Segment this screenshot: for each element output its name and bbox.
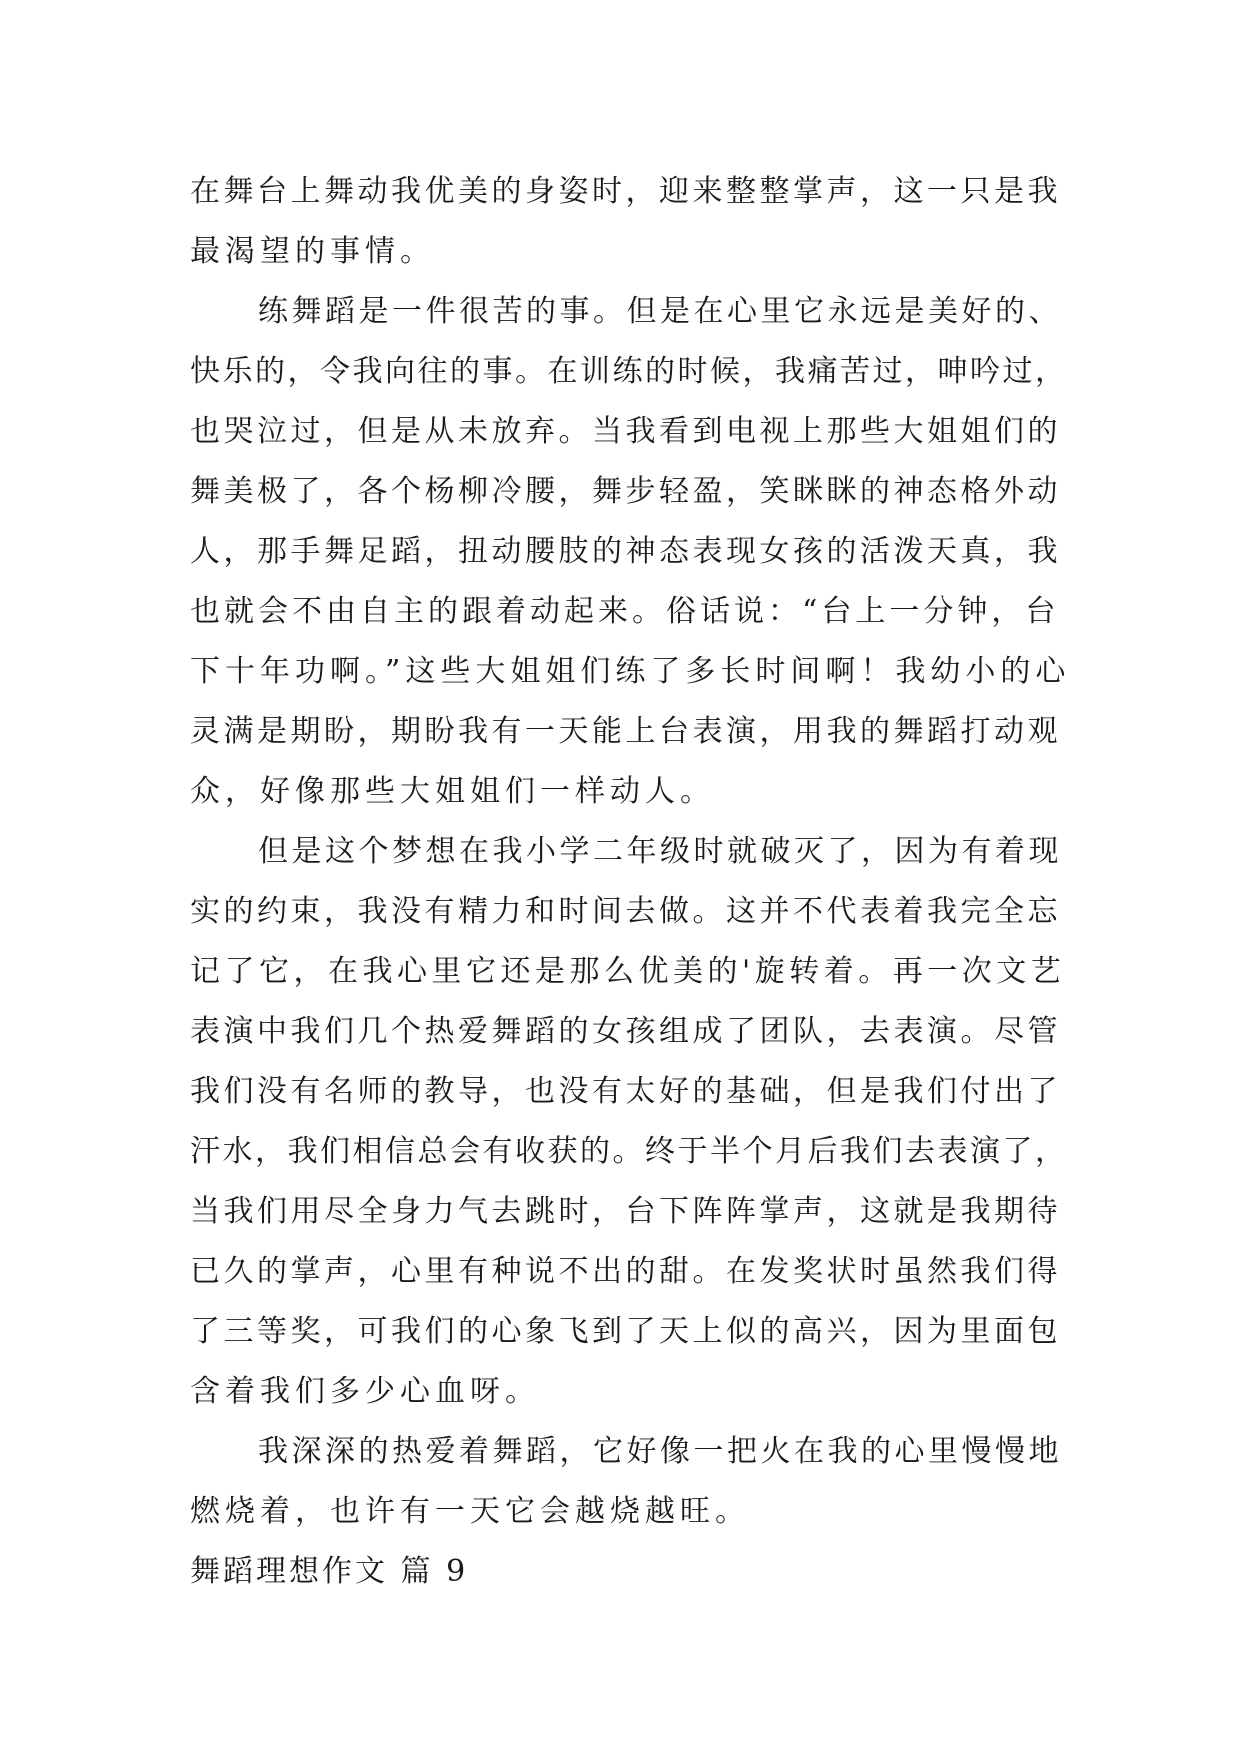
text-line: 已久的掌声，心里有种说不出的甜。在发奖状时虽然我们得	[190, 1254, 1061, 1289]
text-line: 当我们用尽全身力气去跳时，台下阵阵掌声，这就是我期待	[190, 1194, 1061, 1229]
text-line: 灵满是期盼，期盼我有一天能上台表演，用我的舞蹈打动观	[190, 714, 1061, 749]
text-line: 人，那手舞足蹈，扭动腰肢的神态表现女孩的活泼天真，我	[190, 534, 1061, 569]
text-line: 含着我们多少心血呀。	[190, 1374, 540, 1409]
text-line: 也哭泣过，但是从未放弃。当我看到电视上那些大姐姐们的	[190, 414, 1061, 449]
text-line: 汗水，我们相信总会有收获的。终于半个月后我们去表演了，	[190, 1134, 1068, 1169]
text-line: 实的约束，我没有精力和时间去做。这并不代表着我完全忘	[190, 894, 1061, 929]
text-line: 下十年功啊。”这些大姐姐们练了多长时间啊！我幼小的心	[190, 654, 1071, 689]
text-line: 也就会不由自主的跟着动起来。俗话说：“台上一分钟，台	[190, 594, 1060, 629]
paragraph-first-line: 我深深的热爱着舞蹈，它好像一把火在我的心里慢慢地	[258, 1434, 1062, 1469]
text-line: 记了它，在我心里它还是那么优美的'旋转着。再一次文艺	[190, 954, 1066, 989]
section-heading: 舞蹈理想作文 篇 9	[190, 1554, 469, 1589]
document-body	[190, 162, 1070, 1602]
text-line: 在舞台上舞动我优美的身姿时，迎来整整掌声，这一只是我	[190, 174, 1061, 209]
text-line: 舞美极了，各个杨柳冷腰，舞步轻盈，笑眯眯的神态格外动	[190, 474, 1061, 509]
text-line: 了三等奖，可我们的心象飞到了天上似的高兴，因为里面包	[190, 1314, 1061, 1349]
paragraph-first-line: 但是这个梦想在我小学二年级时就破灭了，因为有着现	[258, 834, 1062, 869]
text-line: 快乐的，令我向往的事。在训练的时候，我痛苦过，呻吟过，	[190, 354, 1068, 389]
text-line: 燃烧着，也许有一天它会越烧越旺。	[190, 1494, 750, 1529]
text-line: 我们没有名师的教导，也没有太好的基础，但是我们付出了	[190, 1074, 1061, 1109]
text-line: 最渴望的事情。	[190, 234, 435, 269]
text-line: 表演中我们几个热爱舞蹈的女孩组成了团队，去表演。尽管	[190, 1014, 1061, 1049]
paragraph-first-line: 练舞蹈是一件很苦的事。但是在心里它永远是美好的、	[258, 294, 1062, 329]
text-line: 众，好像那些大姐姐们一样动人。	[190, 774, 715, 809]
